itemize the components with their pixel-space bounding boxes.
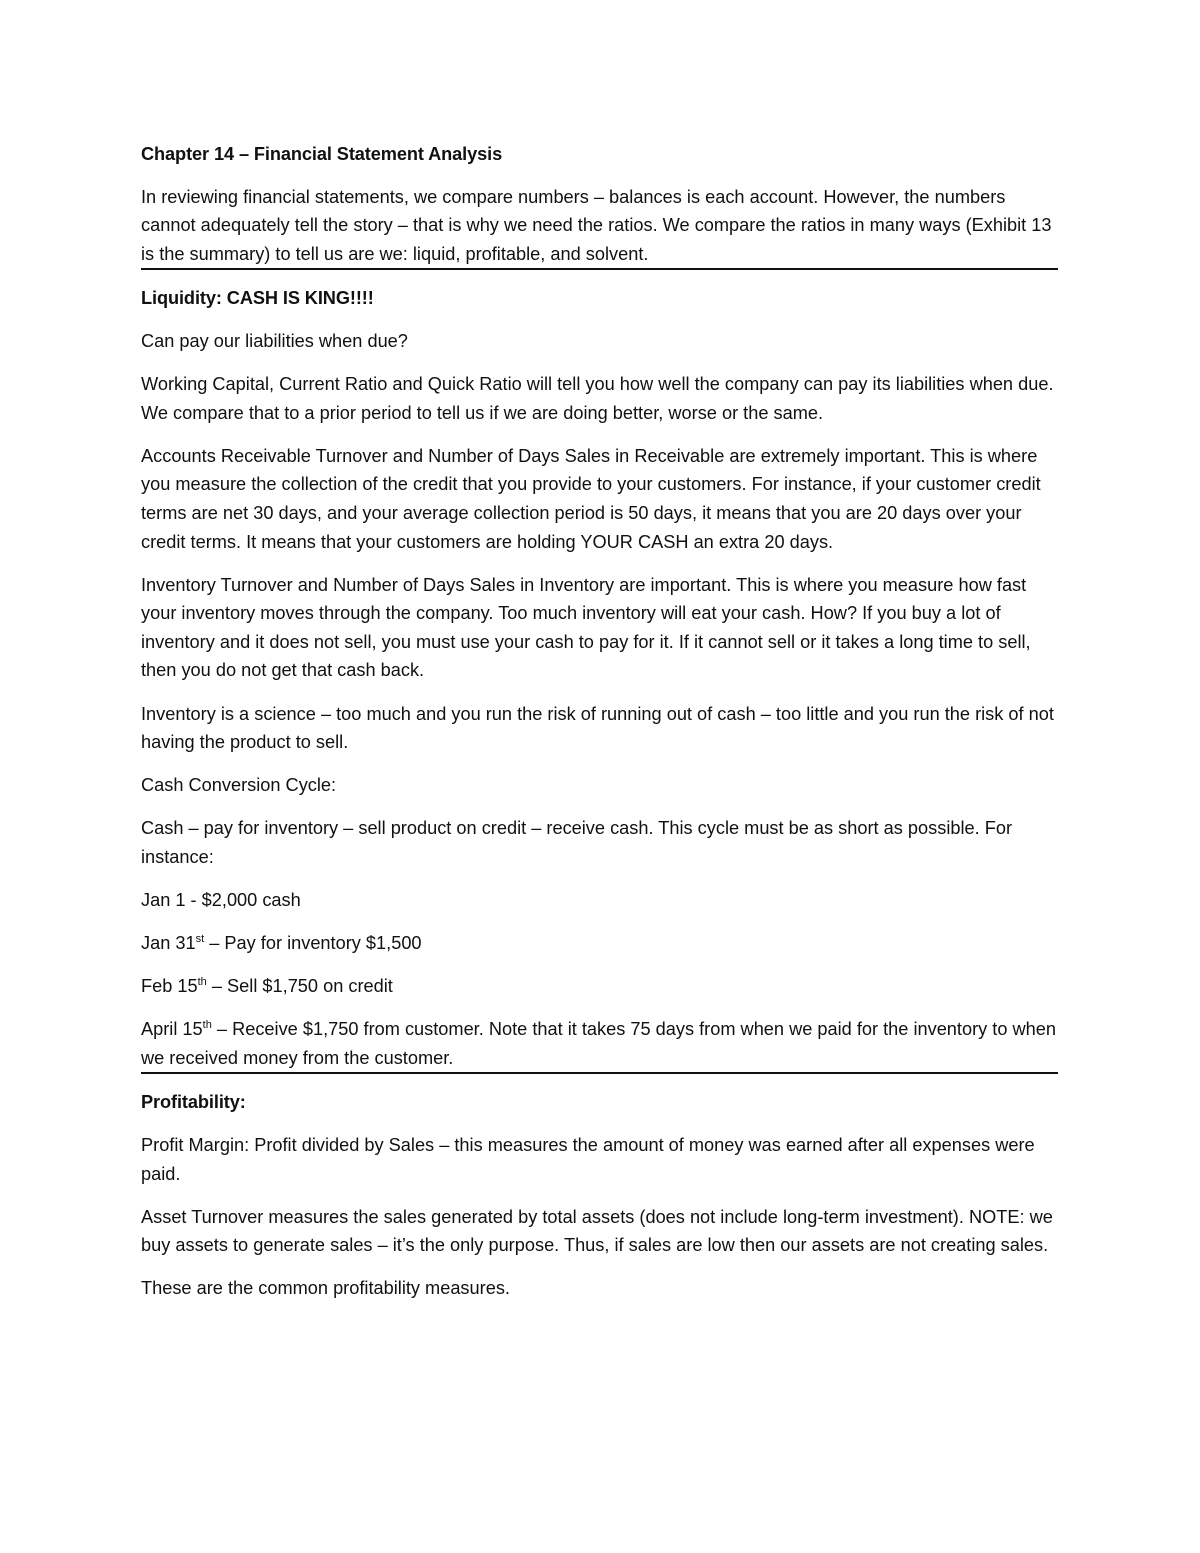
- cycle-text-feb15: – Sell $1,750 on credit: [206, 976, 393, 997]
- cycle-step-apr15: [141, 1015, 1058, 1074]
- profitability-heading: Profitability:: [141, 1092, 246, 1113]
- cycle-text-apr15: – Receive $1,750 from customer. Note that it takes 75 days from when we paid for the inventory to when we received money from the customer.: [141, 1019, 1056, 1068]
- profitability-paragraph-1: Profit Margin: Profit divided by Sales – this measures the amount of money was earned after all expenses were paid.: [141, 1135, 1035, 1184]
- liquidity-paragraph-5: Inventory is a science – too much and you run the risk of running out of cash – too little and you run the risk of not having the product to sell.: [141, 703, 1054, 753]
- cycle-step-jan1: Jan 1 - $2,000 cash: [141, 889, 301, 910]
- page-title: Chapter 14 – Financial Statement Analysis: [141, 144, 503, 164]
- cycle-date-jan31: Jan 31: [141, 933, 196, 954]
- document-page: [141, 140, 1058, 1318]
- profitability-paragraph-2: Asset Turnover measures the sales generated by total assets (does not include long-term investment). NOTE: we buy assets to generate sales – it’s the only purpose. Thus, if sales are low then our assets are not creating sales.: [141, 1206, 1053, 1256]
- cash-conversion-paragraph: Cash – pay for inventory – sell product on credit – receive cash. This cycle must be as short as possible. For instance:: [141, 818, 1013, 867]
- liquidity-paragraph-4: Inventory Turnover and Number of Days Sales in Inventory are important. This is where you measure how fast your inventory moves through the company. Too much inventory will eat your cash. How? If you buy a lot of inventory and it does not sell, you must use your cash to pay for it. If it cannot sell or it takes a long time to sell, then you do not get that cash back.: [141, 574, 1031, 681]
- cycle-date-apr15: April 15: [141, 1019, 203, 1040]
- profitability-paragraph-3: These are the common profitability measures.: [141, 1278, 510, 1299]
- cycle-date-feb15: Feb 15: [141, 976, 198, 997]
- liquidity-paragraph-2: Working Capital, Current Ratio and Quick Ratio will tell you how well the company can pay its liabilities when due. We compare that to a prior period to tell us if we are doing better, worse or the same.: [141, 374, 1054, 423]
- ordinal-suffix: th: [197, 976, 207, 989]
- ordinal-suffix: st: [195, 933, 205, 946]
- liquidity-paragraph-3: Accounts Receivable Turnover and Number of Days Sales in Receivable are extremely important. This is where you measure the collection of the credit that you provide to your customers. For instance, if your customer credit terms are net 30 days, and your average collection period is 50 days, it means that you are 20 days over your credit terms. It means that your customers are holding YOUR CASH an extra 20 days.: [141, 445, 1041, 552]
- ordinal-suffix: th: [202, 1019, 212, 1032]
- cycle-text-jan31: – Pay for inventory $1,500: [204, 933, 422, 954]
- liquidity-paragraph-1: Can pay our liabilities when due?: [141, 330, 408, 351]
- liquidity-heading: Liquidity: CASH IS KING!!!!: [141, 288, 374, 309]
- cycle-step-jan31: [141, 929, 1058, 958]
- intro-paragraph: In reviewing financial statements, we compare numbers – balances is each account. However, the numbers cannot adequately tell the story – that is why we need the ratios. We compare the ratios in many ways (Exhibit 13 is the summary) to tell us are we: liquid, profitable, and solvent.: [141, 183, 1058, 271]
- cycle-step-feb15: [141, 972, 1058, 1001]
- cash-conversion-label: Cash Conversion Cycle:: [141, 775, 337, 796]
